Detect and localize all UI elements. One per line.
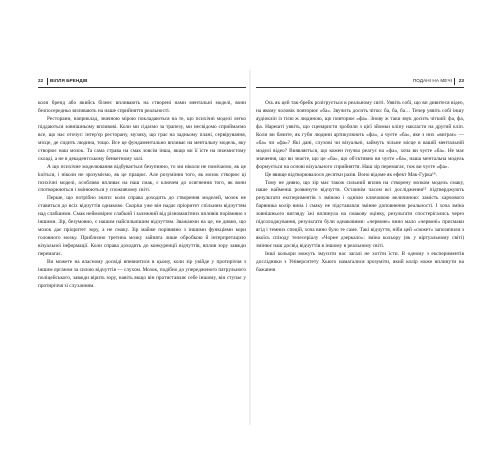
paragraph: Перше, що потрібно знати: коли справа доходить до створення моделей, мозок не ставиться до всіх відчуттів однаково. Скоріш уже він надає пріоритет спільним відчуттям над слабшими. Смак неймовірно слабкий і залежний від різноманітних впливів порівняно з іншими. Зір, безумовно, є нашим найсильнішим відчуттям. Зважаючи на це, не дивно, що мозок дає пріоритет зору, а не смаку. Зір майже порівняно з іншими функціями кори головного мозку. Приблизно третина мозку зайнята лише обробкою й інтерпретацією візуальної інформації. Коли справа доходить до конкуренції відчуттів, вплив зору завжди перемагає. bbox=[38, 195, 246, 258]
paragraph: Тому не дивно, що зір має також сильний вплив на створену мозком модель смаку, наше найменш розвинуте відчуття. Останнім часом всі дослідження¹⁵ підтверджують результати експериментів з зміною і однією ключовою величиною: замість харчового барвника колір вина і смаку не підставляли змінне доповнення реальності. І хоча зміна зовнішнього вигляду їжі вплинула на смакову оцінку, результати спостерігались через підсолоджування, результати були однаковими: «червоне» вино мало «червоні» присмаки ягід і темних спецій, хоча вино було те саме. Такі відчуття, ніби цей «сюжет» запозичили з якоїсь спізоду телесеріалу «Чорне дзеркало»: зміна кольору (як у віртуальному світі) змінює наш досвід відчуттів в іншому в реальному світі. bbox=[256, 179, 464, 250]
paragraph: коли бренд або якийсь бізнес впливають на створені нами ментальні моделі, вони безпосередньо впливають на наше сприйняття реальності. bbox=[38, 100, 246, 114]
left-page-header bbox=[38, 78, 246, 88]
paragraph: А що психічне моделювання відбувається безупинно, то ми ніколи не помічаємо, як це koíться, і ніколи не зрозуміємо, як це працює. Але розуміння того, як мозок створює ці психічні моделі, особливо впливає на наш смак, є ключем до осягнення того, як вони спотворюються і змінюються у споживчому світі. bbox=[38, 163, 246, 194]
left-running-head: ВІЛЛЯ БРЕНДІВ bbox=[50, 78, 88, 83]
left-page-number: 22 bbox=[38, 78, 44, 83]
right-page-header bbox=[256, 78, 464, 88]
paragraph: Ресторани, наприклад, значною мірою покладаються на те, що психічні моделі легко піддаються зовнішньому впливові. Коли ми сідаємо за трапезу, ми несвідомо сприймаємо все, що нас оточує: інтер'єр ресторану, музику, що грає на задньому плані, сервірування, місце, де сидить людина, тощо. Все це фундаментально впливає на ментальну модель, яку створює наш мозок. Та сама страва на смак зовсім інша, якщо ви її їсте на пижмистому складі, а не в декадентському бенкетному залі. bbox=[38, 115, 246, 162]
header-divider bbox=[47, 78, 48, 85]
right-page bbox=[256, 78, 464, 275]
left-page-text bbox=[38, 100, 246, 291]
header-divider bbox=[454, 78, 455, 85]
right-page-number: 23 bbox=[458, 78, 464, 83]
book-gutter bbox=[249, 70, 251, 425]
left-page bbox=[38, 78, 246, 291]
paragraph: Ви можете на власному досвіді впевнитися в цьому, коли зір увійде у протиріччя з іншим органом за силою відчуттів — слухом. Мозок, подібно до упередженого патрульного поліцейського, завжди вірить зору, навіть якщо він протиставляє себе іншому, він ступає у протиріччя зі слуханням. bbox=[38, 259, 246, 289]
paragraph: Інші кольори можуть змусити нас загалі не хотіти їсти. В одному з експериментів дослідники з Університету Хьюго намагалися зрозуміти, який колір може вплинути на бажання bbox=[256, 251, 464, 274]
right-page-text bbox=[256, 100, 464, 275]
paragraph: Ось як цей так-брейк розігрується в реальному світі. Уявіть собі, що ви дивитеся відео, на якому чоловік повторює «ба». Звучить досить чітко: ба, ба, ба… Тепер уявіть собі іншу аудіокліп із тією ж людиною, що повторює «фа». Знову ж таки звук досить чіткий: фа, фа, фа. Нарешті уявіть, що сценаристи зробили з цієї зйомки кліпу накласти на другий кліп. Коли ви бачите, як губи людини артикулюють «фа», а чуєте «ба», яке з них «виграє» — «ба» чи «фа»? Які дані, слухові чи візуальні, займуть чільне місце в вашій ментальній моделі відео? Виявляється, що кожен гнучко реагує на «фа», хоча ви чуєте «ба». Не має значення, що ви знаєте, що це «ба», що об'єктивно ви чуєте «ба», наша ментальна модель формується на основі візуального сприйняття. Наш зір перемагає, тож ви чуєте «фа». bbox=[256, 100, 464, 170]
paragraph: Це явище відтворювалося десятки разів. Воно відоме як ефект Мак-Гурка¹⁴. bbox=[265, 171, 437, 178]
right-running-head: ПОДАНІ НА МЕЧІ bbox=[412, 78, 452, 83]
